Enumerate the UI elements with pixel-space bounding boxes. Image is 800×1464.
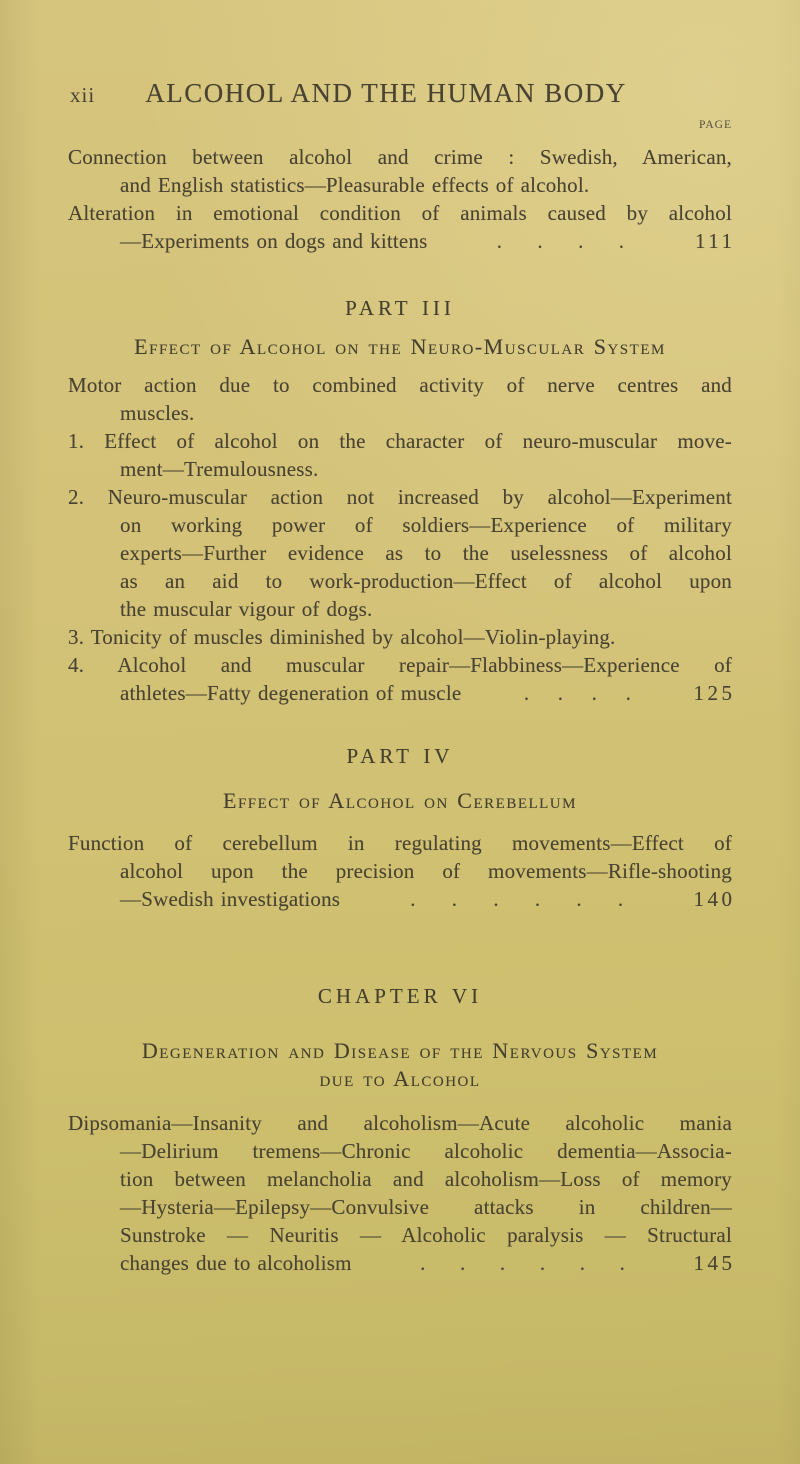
toc-entry-line: Sunstroke — Neuritis — Alcoholic paralysis — Structural [120,1223,732,1247]
toc-entry-line: Motor action due to combined activity of nerve centres and [68,373,732,397]
toc-entry-line: Alteration in emotional condition of animals caused by alcohol [68,201,732,225]
toc-entry-text: —Experiments on dogs and kittens [120,229,428,253]
toc-entry-line: alcohol upon the precision of movements—Rifle-shooting [120,859,732,883]
part-heading: PART IV [346,744,454,768]
part-heading: CHAPTER VI [317,984,483,1008]
part-heading: PART III [345,296,455,320]
page-number: 111 [695,229,736,253]
toc-entry-line: 1. Effect of alcohol on the character of neuro-muscular move- [68,429,732,453]
page-header [68,78,732,108]
toc-entry-line [68,679,736,707]
toc-entry-line: experts—Further evidence as to the uselessness of alcohol [120,541,732,565]
toc-entry-text: —Swedish investigations [120,887,341,911]
dot-leader: . . . . [496,229,625,253]
page-number: 145 [693,1251,736,1275]
page-number: 140 [693,887,736,911]
table-of-contents [68,143,736,1277]
toc-entry-line: and English statistics—Pleasurable effects of alcohol. [120,173,590,197]
folio-page-number: xii [70,83,96,107]
toc-entry-line: —Hysteria—Epilepsy—Convulsive attacks in children— [120,1195,732,1219]
toc-entry-line: Function of cerebellum in regulating movements—Effect of [68,831,732,855]
dot-leader: . . . . . . [410,887,624,911]
toc-entry-line: —Delirium tremens—Chronic alcoholic dementia—Associa- [120,1139,732,1163]
section-heading: Effect of Alcohol on the Neuro-Muscular System [134,334,666,359]
toc-entry-line: as an aid to work-production—Effect of alcohol upon [120,569,732,593]
section-heading: Degeneration and Disease of the Nervous System [141,1038,659,1063]
section-heading: due to Alcohol [319,1066,481,1091]
dot-leader: . . . . . . [420,1251,626,1275]
page-column-label: PAGE [699,119,732,131]
toc-entry-line: Connection between alcohol and crime : Swedish, American, [68,145,732,169]
toc-entry-line [68,227,736,255]
dot-leader: . . . . [523,681,632,705]
toc-entry-line: ment—Tremulousness. [120,457,319,481]
toc-entry-line [68,1249,736,1277]
running-title: ALCOHOL AND THE HUMAN BODY [145,78,627,108]
toc-entry-text: changes due to alcoholism [120,1251,352,1275]
toc-entry-line [68,885,736,913]
toc-entry-line: muscles. [120,401,195,425]
toc-entry-line: 2. Neuro-muscular action not increased by alcohol—Experiment [68,485,732,509]
toc-entry-text: athletes—Fatty degeneration of muscle [120,681,462,705]
toc-entry-line: on working power of soldiers—Experience of military [120,513,732,537]
page-number: 125 [693,681,736,705]
section-heading: Effect of Alcohol on Cerebellum [223,788,577,813]
toc-entry-line: 4. Alcohol and muscular repair—Flabbiness—Experience of [68,653,732,677]
toc-entry-line: 3. Tonicity of muscles diminished by alcohol—Violin-playing. [68,625,616,649]
toc-entry-line: tion between melancholia and alcoholism—Loss of memory [120,1167,732,1191]
toc-entry-line: the muscular vigour of dogs. [120,597,373,621]
toc-entry-line: Dipsomania—Insanity and alcoholism—Acute alcoholic mania [68,1111,732,1135]
